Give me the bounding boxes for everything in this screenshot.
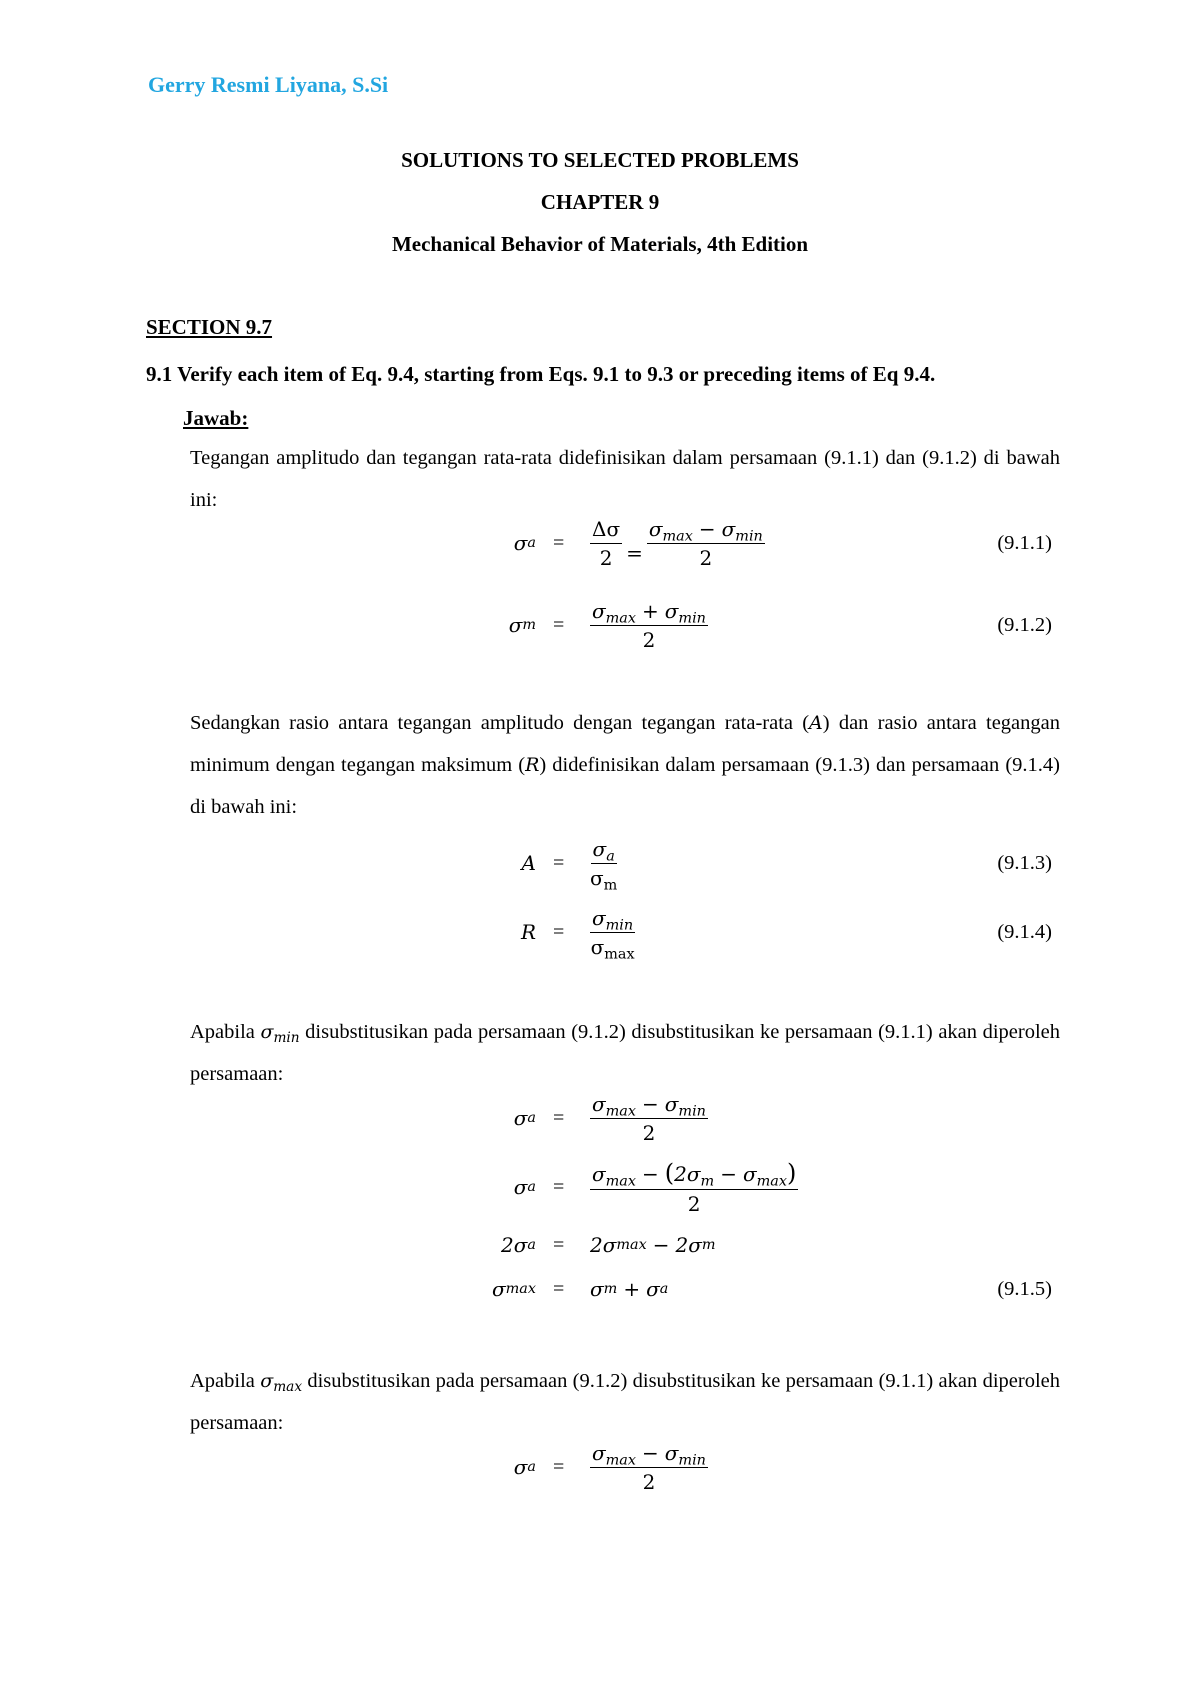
- equals-sign: =: [553, 613, 565, 636]
- fraction: $\frac{\sigma_{max} - \sigma_{min}}{2}$: [648, 516, 763, 570]
- derivation-step-3: [0, 1222, 1200, 1268]
- derivation-step-1: [0, 1083, 1200, 1153]
- author-name: Gerry Resmi Liyana, S.Si: [148, 72, 389, 97]
- equation-number: (9.1.3): [997, 851, 1052, 874]
- eq-rhs: [590, 1432, 708, 1502]
- eq-lhs: σ a: [513, 1106, 536, 1130]
- derivation-step-4: [0, 1432, 1200, 1502]
- eq-rhs: σ m + σ a: [590, 1277, 669, 1301]
- problem-statement: 9.1 Verify each item of Eq. 9.4, starting from Eqs. 9.1 to 9.3 or preceding items of Eq 9.4.: [146, 362, 936, 386]
- eq-lhs: σ m: [508, 613, 536, 637]
- fraction: $\frac{\sigma_{max} - (2\sigma_m - \sigma_{max})}{2}$: [592, 1158, 797, 1216]
- equation-number: (9.1.2): [997, 613, 1052, 636]
- eq-lhs: σ max: [492, 1277, 536, 1301]
- equals-sign: =: [553, 1277, 565, 1300]
- fraction: $\frac{\sigma_{max} - \sigma_{min}}{2}$: [592, 1091, 706, 1145]
- paragraph-ratios: Sedangkan rasio antara tegangan amplitudo dengan tegangan rata-rata (A) dan rasio antara tegangan minimum dengan tegangan maksimum (R) didefinisikan dalam persamaan (9.1.3) dan persamaan (9.1.4) di bawah ini:: [190, 712, 1060, 818]
- chapter-heading: CHAPTER 9: [540, 190, 660, 214]
- equation-9-1-1: [0, 508, 1200, 578]
- equals-sign: =: [553, 920, 565, 943]
- eq-rhs: [590, 897, 635, 967]
- eq-lhs: σ a: [513, 531, 536, 555]
- paragraph-substitute-min: Apabila $\sigma_{min}$ disubstitusikan pada persamaan (9.1.2) disubstitusikan ke persamaan (9.1.1) akan diperoleh persamaan:: [190, 1021, 1060, 1085]
- paragraph-substitute-max: Apabila $\sigma_{max}$ disubstitusikan pada persamaan (9.1.2) disubstitusikan ke persamaan (9.1.1) akan diperoleh persamaan:: [190, 1370, 1060, 1434]
- eq-lhs: 2σ a: [501, 1233, 536, 1257]
- equals-sign: =: [553, 531, 565, 554]
- answer-label: Jawab:: [183, 406, 249, 430]
- book-title: Mechanical Behavior of Materials, 4th Edition: [391, 232, 809, 256]
- eq-rhs: [590, 828, 617, 898]
- fraction: $\frac{\sigma_{max} + \sigma_{min}}{2}$: [592, 598, 706, 652]
- eq-lhs: σ a: [513, 1175, 536, 1199]
- section-heading: SECTION 9.7: [146, 315, 273, 339]
- eq-rhs: 2σ max − 2σ m: [590, 1233, 716, 1257]
- equation-number: (9.1.5): [997, 1277, 1052, 1300]
- document-title: SOLUTIONS TO SELECTED PROBLEMS: [401, 148, 799, 172]
- fraction: $\frac{\sigma_{min}}{\sigma_{max}}$: [590, 905, 635, 962]
- equals-sign: =: [553, 1106, 565, 1129]
- equation-number: (9.1.4): [997, 920, 1052, 943]
- eq-rhs: [590, 1152, 798, 1222]
- paragraph-definitions: Tegangan amplitudo dan tegangan rata-rata didefinisikan dalam persamaan (9.1.1) dan (9.1.2) di bawah ini:: [190, 447, 1060, 511]
- eq-lhs: R: [520, 920, 536, 944]
- eq-lhs: A: [521, 851, 536, 875]
- equals-sign: =: [553, 1175, 565, 1198]
- equals-sign: =: [553, 851, 565, 874]
- equation-9-1-4: [0, 897, 1200, 967]
- equals-sign: =: [553, 1233, 565, 1256]
- equation-9-1-3: [0, 828, 1200, 898]
- equation-9-1-2: [0, 590, 1200, 660]
- equation-number: (9.1.1): [997, 531, 1052, 554]
- equation-9-1-5: [0, 1266, 1200, 1312]
- equals-sign: =: [553, 1455, 565, 1478]
- fraction: $\frac{\sigma_{max} - \sigma_{min}}{2}$: [592, 1440, 706, 1494]
- eq-rhs: $\frac{\Delta\sigma}{2}$ = $\frac{\sigma_{max} - \sigma_{min}}{2}$: [592, 516, 763, 570]
- eq-rhs: [590, 590, 708, 660]
- eq-rhs: [590, 1083, 708, 1153]
- fraction: $\frac{\sigma_a}{\sigma_m}$: [590, 836, 618, 893]
- derivation-step-2: [0, 1152, 1200, 1222]
- fraction: $\frac{\Delta\sigma}{2}$: [592, 516, 621, 570]
- eq-lhs: σ a: [513, 1455, 536, 1479]
